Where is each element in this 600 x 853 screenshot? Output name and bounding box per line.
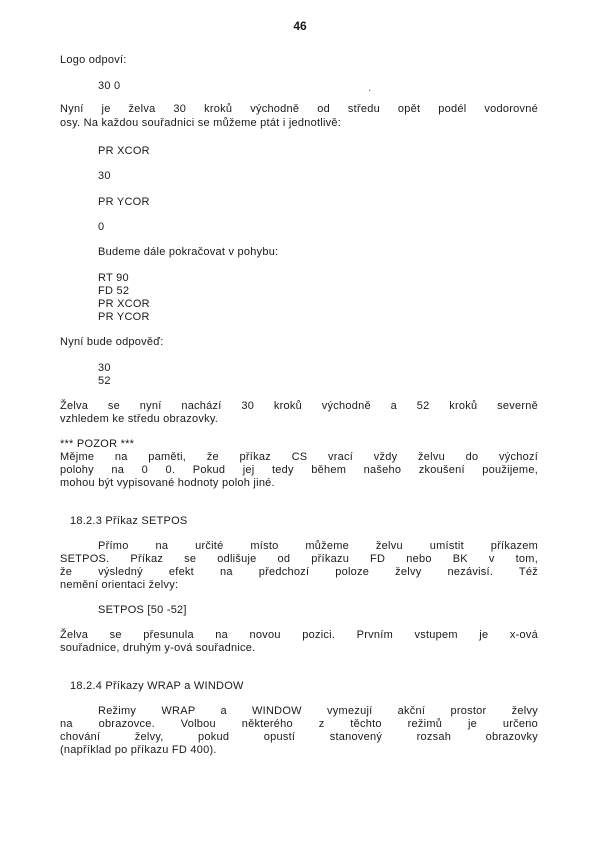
text-line: vzhledem ke středu obrazovky. [60, 413, 219, 425]
code-line: 52 [98, 375, 111, 387]
note-heading: *** POZOR *** [60, 438, 135, 450]
text-line: Nyní bude odpověď: [60, 336, 164, 348]
code-line: 30 0 [98, 80, 121, 92]
text-line: Želva se přesunula na novou pozici. Prvním vstupem je x-ová [60, 629, 538, 641]
code-line: PR YCOR [98, 196, 150, 208]
text-line: Režimy WRAP a WINDOW vymezují akční prostor želvy [98, 705, 538, 717]
text-line: Přímo na určité místo můžeme želvu umístit příkazem [98, 540, 538, 552]
code-line: RT 90 [98, 272, 129, 284]
text-line: nemění orientaci želvy: [60, 579, 179, 591]
code-line: PR XCOR [98, 145, 150, 157]
text-line: chování želvy, pokud opustí stanovený rozsah obrazovky [60, 731, 538, 743]
text-line: Budeme dále pokračovat v pohybu: [98, 246, 279, 258]
section-heading: 18.2.3 Příkaz SETPOS [70, 515, 188, 527]
code-line: 0 [98, 221, 105, 233]
text-line: Mějme na paměti, že příkaz CS vrací vždy želvu do výchozí [60, 451, 538, 463]
code-line: 30 [98, 170, 111, 182]
section-heading: 18.2.4 Příkazy WRAP a WINDOW [70, 680, 244, 692]
page-number: 46 [293, 19, 307, 33]
text-line: souřadnice, druhým y-ová souřadnice. [60, 642, 256, 654]
stray-mark-icon: ˏ [368, 81, 371, 91]
text-line: Nyní je želva 30 kroků východně od středu opět podél vodorovné [60, 103, 538, 115]
code-line: PR YCOR [98, 311, 150, 323]
text-line: Logo odpoví: [60, 54, 127, 66]
text-line: osy. Na každou souřadnici se můžeme ptát i jednotlivě: [60, 117, 342, 129]
text-line: polohy na 0 0. Pokud jej tedy během našeho zkoušení použijeme, [60, 464, 538, 476]
code-line: FD 52 [98, 285, 130, 297]
code-line: PR XCOR [98, 298, 150, 310]
code-line: SETPOS [50 -52] [98, 604, 187, 616]
text-line: (například po příkazu FD 400). [60, 744, 217, 756]
text-line: SETPOS. Příkaz se odlišuje od příkazu FD nebo BK v tom, [60, 553, 538, 565]
code-line: 30 [98, 362, 111, 374]
text-line: Želva se nyní nachází 30 kroků východně a 52 kroků severně [60, 400, 538, 412]
text-line: že výsledný efekt na předchozí poloze želvy nezávisí. Též [60, 566, 538, 578]
text-line: mohou být vypisované hodnoty poloh jiné. [60, 477, 275, 489]
text-line: na obrazovce. Volbou některého z těchto režimů je určeno [60, 718, 538, 730]
